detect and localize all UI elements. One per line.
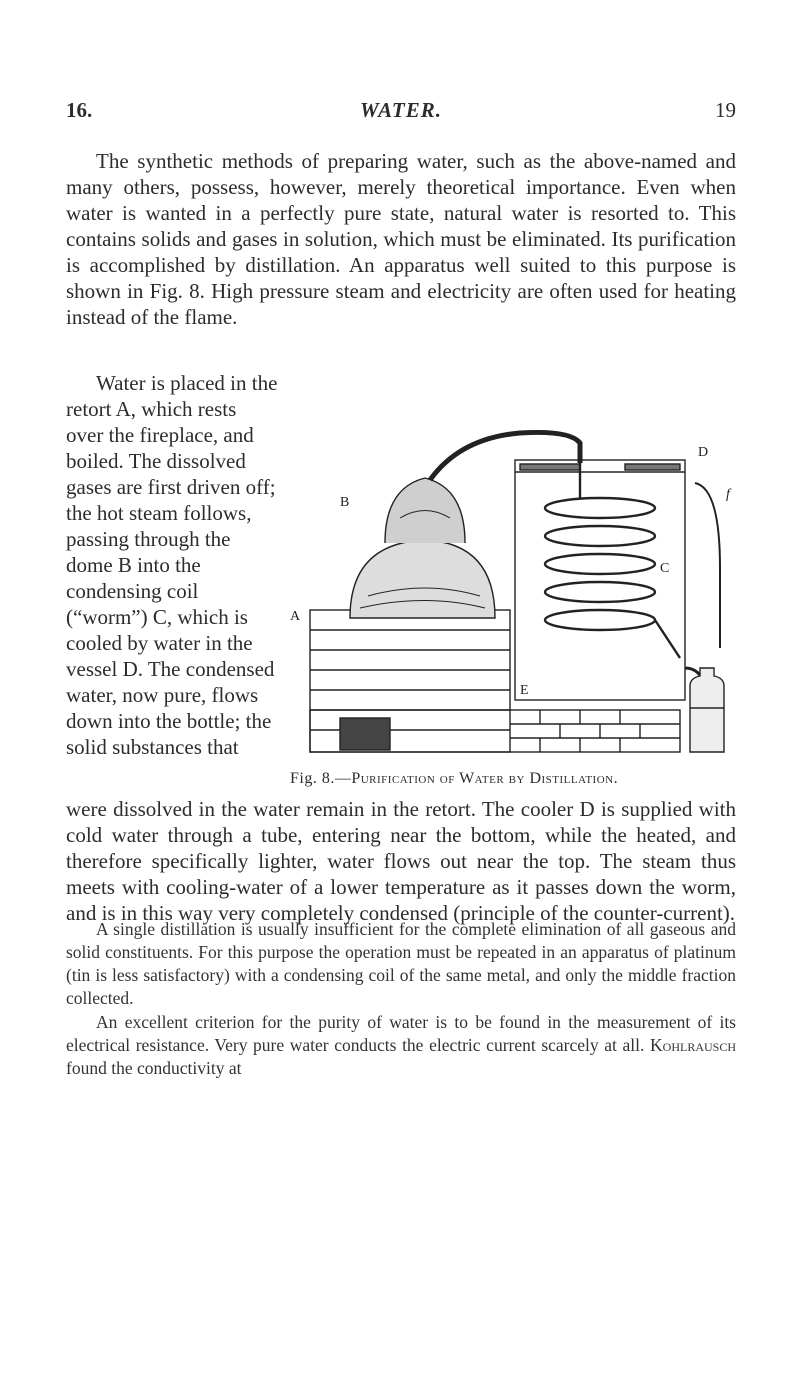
- receiving-bottle: [690, 668, 724, 752]
- intro-paragraph: The synthetic methods of preparing water, such as the above-named and many others, possess, however, merely theoretical importance. Even when water is wanted in a perfectly pure state, natural water is resorted to. This contains solids and gases in solution, which must be eliminated. Its purification is accomplished by distillation. An apparatus well suited to this purpose is shown in Fig. 8. High pressure steam and electricity are often used for heating instead of the flame.: [66, 149, 736, 329]
- cooler-vessel-d: [515, 460, 685, 700]
- note-paragraph-resistance: [66, 1011, 736, 1080]
- label-b: B: [340, 495, 350, 510]
- fireplace: [340, 718, 390, 750]
- label-c: C: [660, 561, 670, 576]
- label-e: E: [520, 683, 529, 698]
- water-tube-f: [695, 483, 720, 648]
- note-text-end: found the conductivity at: [66, 1058, 242, 1078]
- page-header: [66, 98, 736, 128]
- note-paragraph-distillation: A single distillation is usually insufficient for the complete elimination of all gaseous and solid constituents. For this purpose the operation must be repeated in an apparatus of platinum (tin is less satisfactory) with a condensing coil of the same metal, and only the middle fraction collected.: [66, 919, 736, 1008]
- caption-text: —Purification of Water by Distillation.: [334, 770, 619, 787]
- dome-b: [385, 478, 465, 543]
- caption-prefix: Fig. 8.: [290, 770, 335, 787]
- figure-caption: [290, 770, 736, 788]
- author-name: Kohlrausch: [650, 1035, 736, 1055]
- running-title: WATER.: [359, 98, 443, 122]
- apparatus-illustration: [280, 368, 736, 768]
- process-paragraph-wrapped: Water is placed in the retort A, which rests over the fireplace, and boiled. The dissolved gases are first driven off; the hot steam follows, passing through the dome B into the condensing coil (“worm”) C, which is cooled by water in the vessel D. The condensed water, now pure, flows down into the bottle; the solid substances that: [66, 371, 278, 759]
- section-number: 16.: [66, 98, 93, 122]
- label-d: D: [698, 445, 709, 460]
- label-f: f: [726, 487, 730, 502]
- note-text-start: An excellent criterion for the purity of water is to be found in the measurement of its electrical resistance. Very pure water conducts the electric current scarcely at all.: [66, 1012, 736, 1055]
- label-a: A: [290, 609, 301, 624]
- retort-a: [350, 540, 495, 618]
- steam-pipe: [430, 432, 580, 480]
- page-number: 19: [715, 98, 736, 122]
- distillation-apparatus-figure: [280, 368, 736, 768]
- process-paragraph-continued: were dissolved in the water remain in the retort. The cooler D is supplied with cold water through a tube, entering near the bottom, while the heated, and therefore specifically lighter, water flows out near the top. The steam thus meets with cooling-water of a lower temperature as it passes down the worm, and is in this way very completely condensed (principle of the counter-current).: [66, 797, 736, 925]
